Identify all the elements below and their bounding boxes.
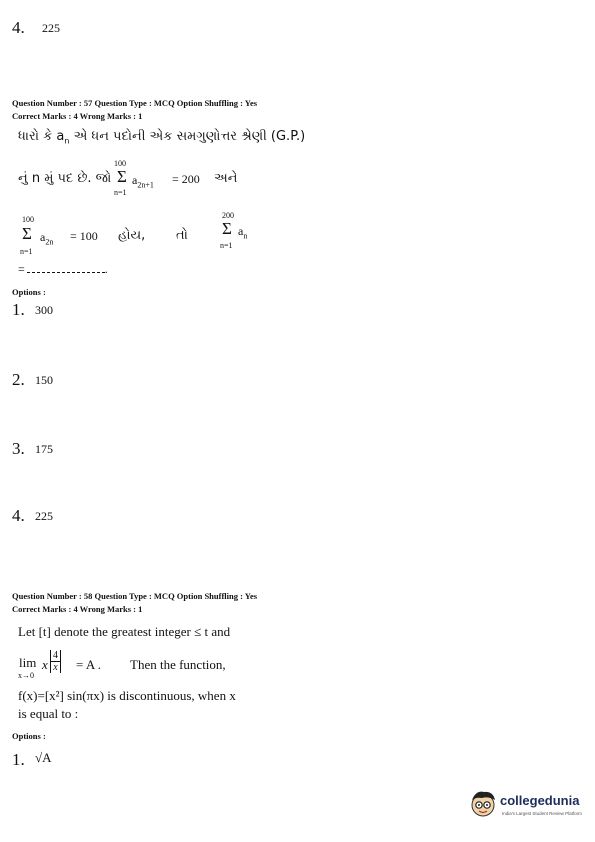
question-header: Question Number : 57 Question Type : MCQ Option Shuffling : Yes bbox=[12, 98, 258, 108]
conjunction: અને bbox=[214, 171, 238, 186]
sigma-symbol: Σ bbox=[22, 224, 32, 243]
option-value: 300 bbox=[35, 303, 53, 317]
mascot-icon bbox=[466, 788, 500, 820]
option-number: 4. bbox=[12, 506, 25, 525]
sum1-lower: n=1 bbox=[114, 188, 127, 197]
sum3-term: $a_n$ bbox=[238, 224, 248, 241]
sum2-rhs: = 100 bbox=[70, 229, 98, 243]
option-value: 225 bbox=[35, 509, 53, 523]
question-marks: Correct Marks : 4 Wrong Marks : 1 bbox=[12, 111, 143, 121]
option-number: 1. bbox=[12, 750, 25, 769]
limit-rhs: = A . bbox=[76, 657, 102, 672]
sum1-rhs: = 200 bbox=[172, 172, 200, 186]
logo-name: collegedunia bbox=[500, 793, 580, 808]
greatest-integer-bracket: $\frac{4}{x}$ bbox=[50, 650, 61, 673]
question-text-line2: Then the function, bbox=[130, 657, 226, 672]
option-value: 150 bbox=[35, 373, 53, 387]
question-text-line2: નું n મું પદ છે. જો bbox=[18, 171, 112, 186]
option-value: 225 bbox=[42, 21, 60, 35]
question-text-line4: is equal to : bbox=[18, 706, 79, 721]
options-label: Options : bbox=[12, 287, 46, 297]
sum2-upper: 100 bbox=[22, 215, 34, 224]
option-number: 4. bbox=[12, 18, 25, 37]
sum2-term: $a_{2n}$ bbox=[40, 230, 54, 247]
option-number: 1. bbox=[12, 300, 25, 319]
sum1-upper: 100 bbox=[114, 159, 126, 168]
sum1-term: $a_{2n+1}$ bbox=[132, 173, 154, 190]
limit-subscript: x→0 bbox=[18, 671, 34, 680]
sum3-upper: 200 bbox=[222, 211, 234, 220]
question-text-line1: Let [t] denote the greatest integer ≤ t and bbox=[18, 624, 231, 639]
sigma-symbol: Σ bbox=[117, 167, 127, 186]
blank-line bbox=[27, 272, 105, 273]
option-number: 3. bbox=[12, 439, 25, 458]
limit-variable: x bbox=[42, 657, 48, 672]
logo-tagline: India's Largest Student Review Platform bbox=[502, 811, 582, 816]
option-value: 175 bbox=[35, 442, 53, 456]
answer-blank: = . bbox=[18, 262, 108, 276]
word-hoy: હોય, bbox=[118, 228, 146, 243]
sum2-lower: n=1 bbox=[20, 247, 33, 256]
question-text-line3: f(x)=[x²] sin(πx) is discontinuous, when x bbox=[18, 688, 236, 703]
question-header: Question Number : 58 Question Type : MCQ Option Shuffling : Yes bbox=[12, 591, 258, 601]
limit-label: lim bbox=[19, 655, 37, 670]
option-value: √A bbox=[35, 750, 52, 765]
question-marks: Correct Marks : 4 Wrong Marks : 1 bbox=[12, 604, 143, 614]
word-to: તો bbox=[176, 228, 188, 243]
sigma-symbol: Σ bbox=[222, 219, 232, 238]
options-label: Options : bbox=[12, 731, 46, 741]
sum3-lower: n=1 bbox=[220, 241, 233, 250]
option-number: 2. bbox=[12, 370, 25, 389]
question-text-line1: ધારો કે $a_n$ એ ધન પદોની એક સમગુણોત્તર શ્રેણી (G.P.) bbox=[18, 129, 306, 146]
